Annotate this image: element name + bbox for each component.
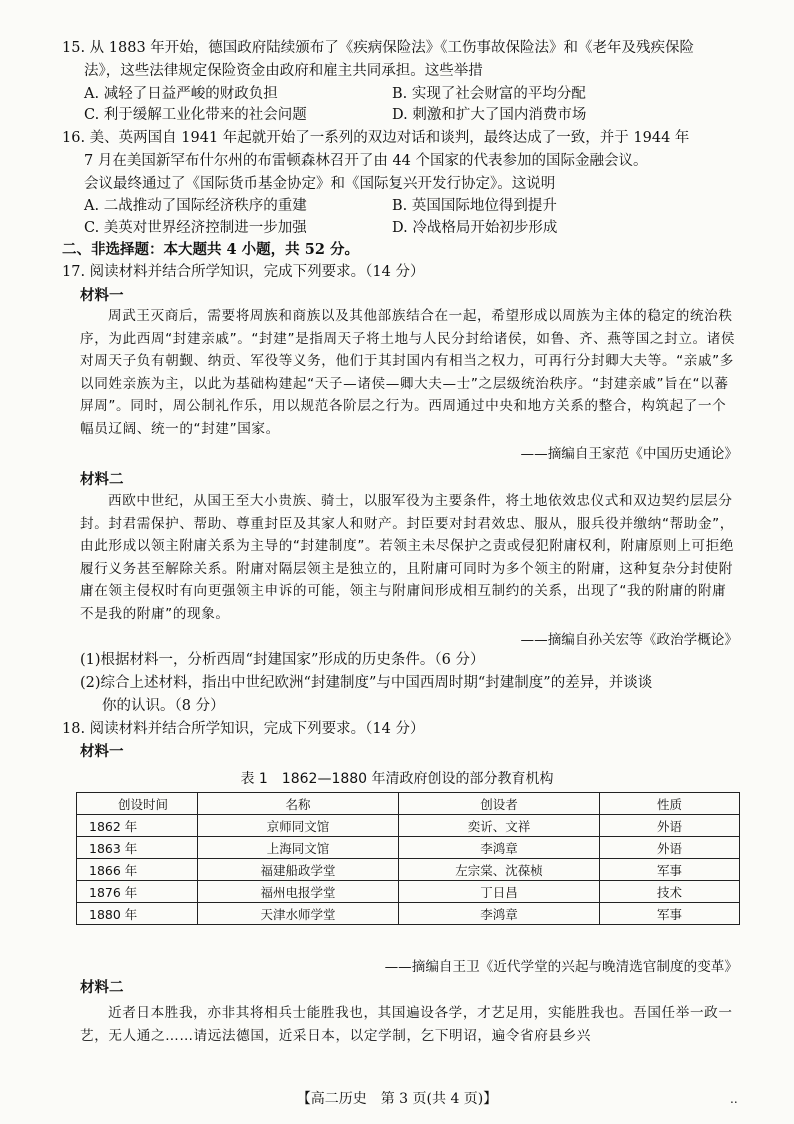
section-heading: 二、非选择题：本大题共 4 小题，共 52 分。: [62, 241, 359, 258]
table-cell: 技术: [600, 881, 740, 903]
q18-material1-label: 材料一: [80, 744, 124, 760]
q16-stem-line3: 会议最终通过了《国际货币基金协定》和《国际复兴开发行协定》。这说明: [84, 176, 556, 192]
q15-options-row2: [84, 105, 587, 125]
table-cell: 1866 年: [77, 859, 198, 881]
q15-option-b: B. 实现了社会财富的平均分配: [392, 86, 586, 102]
q17-material1-text: 周武王灭商后，需要将周族和商族以及其他部族结合在一起，希望形成以周族为主体的稳定的统治秩序，为此西周“封建亲戚”。“封建”是指周天子将土地与人民分封给诸侯，如鲁、齐、燕等国之封立。诸侯对周天子负有朝觐、纳贡、军役等义务，他们于其封国内有相当之权力，可再行分封卿大夫等。“亲戚”多以同姓亲族为主，以此为基础构建起“天子—诸侯—卿大夫—士”之层级统治秩序。“封建亲戚”旨在“以蕃屏周”。同时，周公制礼作乐，用以规范各阶层之行为。西周通过中央和地方关系的整合，构筑起了一个幅员辽阔、统一的“封建”国家。: [80, 308, 736, 437]
table-row: [77, 815, 740, 837]
q18-material2-text: 近者日本胜我，亦非其将相兵士能胜我也，其国遍设各学，才艺足用，实能胜我也。吾国任举一政一艺，无人通之……请远法德国，近采日本，以定学制，乞下明诏，遍令省府县乡兴: [80, 1005, 733, 1044]
table-cell: 上海同文馆: [198, 837, 399, 859]
table-row: [77, 859, 740, 881]
q15-option-d: D. 刺激和扩大了国内消费市场: [392, 107, 587, 123]
table-row: [77, 903, 740, 925]
q15-option-a: A. 减轻了日益严峻的财政负担: [84, 86, 278, 102]
table-cell: 军事: [600, 859, 740, 881]
q17-material1-source: ——摘编自王家范《中国历史通论》: [520, 446, 738, 462]
footer-mark: ..: [730, 1092, 738, 1106]
q17-material2-text: 西欧中世纪，从国王至大小贵族、骑士，以服军役为主要条件，将土地依效忠仪式和双边契约层层分封。封君需保护、帮助、尊重封臣及其家人和财产。封臣要对封君效忠、服从，服兵役并缴纳“帮助金”，由此形成以领主附庸关系为主导的“封建制度”。若领主未尽保护之责或侵犯附庸权利，附庸原则上可拒绝履行义务甚至解除关系。附庸对隔层领主是独立的，且附庸可同时为多个领主的附庸，这种复杂分封使附庸在领主侵权时有向更强领主申诉的可能，领主与附庸间形成相互制约的关系，出现了“我的附庸的附庸不是我的附庸”的现象。: [80, 493, 734, 622]
table-cell: 外语: [600, 815, 740, 837]
table-cell: 左宗棠、沈葆桢: [399, 859, 600, 881]
table-cell: 外语: [600, 837, 740, 859]
q15-option-c: C. 利于缓解工业化带来的社会问题: [84, 107, 307, 123]
q17-material2-source: ——摘编自孙关宏等《政治学概论》: [520, 632, 738, 648]
q17-requirement1: (1)根据材料一，分析西周“封建国家”形成的历史条件。（6 分）: [80, 652, 485, 668]
table-cell: 福建船政学堂: [198, 859, 399, 881]
q17-requirement2-line2: 你的认识。（8 分）: [102, 698, 225, 714]
table-cell: 李鸿章: [399, 837, 600, 859]
q17-material2-label: 材料二: [80, 472, 124, 488]
q16-stem-line2: 7 月在美国新罕布什尔州的布雷顿森林召开了由 44 个国家的代表参加的国际金融会议。: [84, 153, 648, 169]
table-cell: 丁日昌: [399, 881, 600, 903]
table-cell: 1863 年: [77, 837, 198, 859]
table-cell: 天津水师学堂: [198, 903, 399, 925]
table-row: [77, 837, 740, 859]
table-cell: 京师同文馆: [198, 815, 399, 837]
q16-stem-line1: 16. 美、英两国自 1941 年起就开始了一系列的双边对话和谈判，最终达成了一致，并于 1944 年: [62, 130, 690, 146]
table-header-cell: 名称: [198, 793, 399, 815]
q15-stem-line2: 法》，这些法律规定保险资金由政府和雇主共同承担。这些举措: [84, 63, 483, 79]
q17-requirement2-line1: (2)综合上述材料，指出中世纪欧洲“封建制度”与中国西周时期“封建制度”的差异，并谈谈: [80, 675, 653, 691]
q16-option-d: D. 冷战格局开始初步形成: [392, 220, 558, 236]
table-cell: 1880 年: [77, 903, 198, 925]
table-row: [77, 881, 740, 903]
q17-material1-label: 材料一: [80, 288, 124, 304]
table-cell: 奕䜣、文祥: [399, 815, 600, 837]
table-header-row: [77, 793, 740, 815]
q18-stem: 18. 阅读材料并结合所学知识，完成下列要求。（14 分）: [62, 721, 425, 737]
q16-option-a: A. 二战推动了国际经济秩序的重建: [84, 198, 307, 214]
q15-options-row1: [84, 84, 586, 104]
table-cell: 军事: [600, 903, 740, 925]
page-footer: 【高二历史 第 3 页(共 4 页)】: [296, 1091, 498, 1107]
table-cell: 福州电报学堂: [198, 881, 399, 903]
q18-table-source: ——摘编自王卫《近代学堂的兴起与晚清选官制度的变革》: [384, 959, 738, 975]
q16-options-row2: [84, 218, 558, 238]
q18-material2-label: 材料二: [80, 980, 124, 996]
table-cell: 李鸿章: [399, 903, 600, 925]
q16-option-b: B. 英国国际地位得到提升: [392, 198, 557, 214]
table-header-cell: 性质: [600, 793, 740, 815]
q18-table-caption: 表 1 1862—1880 年清政府创设的部分教育机构: [240, 771, 554, 787]
education-institutions-table: [76, 792, 740, 925]
q17-stem: 17. 阅读材料并结合所学知识，完成下列要求。（14 分）: [62, 264, 425, 280]
table-cell: 1862 年: [77, 815, 198, 837]
q15-stem-line1: 15. 从 1883 年开始，德国政府陆续颁布了《疾病保险法》《工伤事故保险法》和《老年及残疾保险: [62, 40, 695, 56]
table-header-cell: 创设时间: [77, 793, 198, 815]
q16-options-row1: [84, 196, 557, 216]
table-header-cell: 创设者: [399, 793, 600, 815]
q16-option-c: C. 美英对世界经济控制进一步加强: [84, 220, 307, 236]
table-cell: 1876 年: [77, 881, 198, 903]
